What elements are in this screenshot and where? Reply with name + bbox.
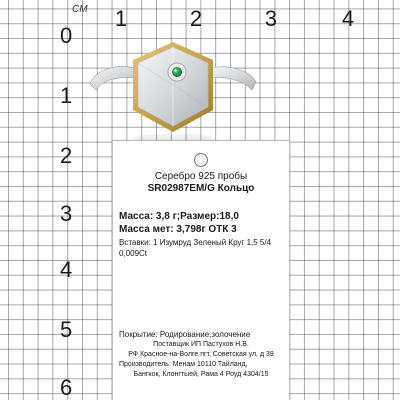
tag-coating: Покрытие: Родирование,золочение [119, 330, 251, 339]
tag-producer-address: Бангкок, Клонгтыей, Рама 4 Роуд 4304/15 [133, 371, 269, 378]
ruler-y-tick-3: 3 [60, 201, 73, 226]
tag-article: SR02987EM/G Кольцо [147, 183, 255, 194]
ruler-y-tick-0: 0 [60, 23, 73, 48]
tag-supplier: Поставщик ИП Пастухов Н.В. [153, 341, 249, 348]
tag-inserts-weight: 0,009Ct [119, 249, 148, 258]
ruler-y-tick-6: 6 [60, 375, 73, 400]
ruler-x-tick-3: 3 [264, 6, 278, 31]
ruler-x-tick-4: 4 [341, 6, 355, 31]
ruler-unit-label: CM [72, 4, 88, 15]
ruler-y-tick-1: 1 [60, 83, 73, 108]
ruler-y-tick-2: 2 [60, 143, 73, 168]
ruler-y-tick-4: 4 [60, 257, 73, 282]
ring-shank-right [210, 67, 256, 90]
tag-metal-mass: Масса мет: 3,798г ОТК 3 [119, 224, 237, 235]
tag-producer: Производитель: Менам 10110 Тайланд, [119, 361, 248, 368]
ruler-x-tick-1: 1 [114, 6, 128, 31]
product-tag [112, 140, 290, 400]
ruler-x-tick-2: 2 [189, 6, 203, 31]
tag-material: Серебро 925 пробы [154, 171, 248, 182]
tag-inserts: Вставки: 1 Изумруд Зеленый Круг 1,5 5/4 [119, 238, 272, 247]
emerald-stone [172, 67, 182, 77]
ruler-y-tick-5: 5 [60, 317, 73, 342]
tag-hole [194, 153, 208, 167]
tag-address: РФ Красное-на-Волге пгт, Советская ул, д 39 [128, 351, 274, 358]
ring-illustration [88, 38, 258, 148]
tag-mass: Масса: 3,8 г;Размер:18,0 [119, 211, 239, 222]
ring-shank-left [90, 67, 136, 90]
ring-image [88, 38, 258, 148]
